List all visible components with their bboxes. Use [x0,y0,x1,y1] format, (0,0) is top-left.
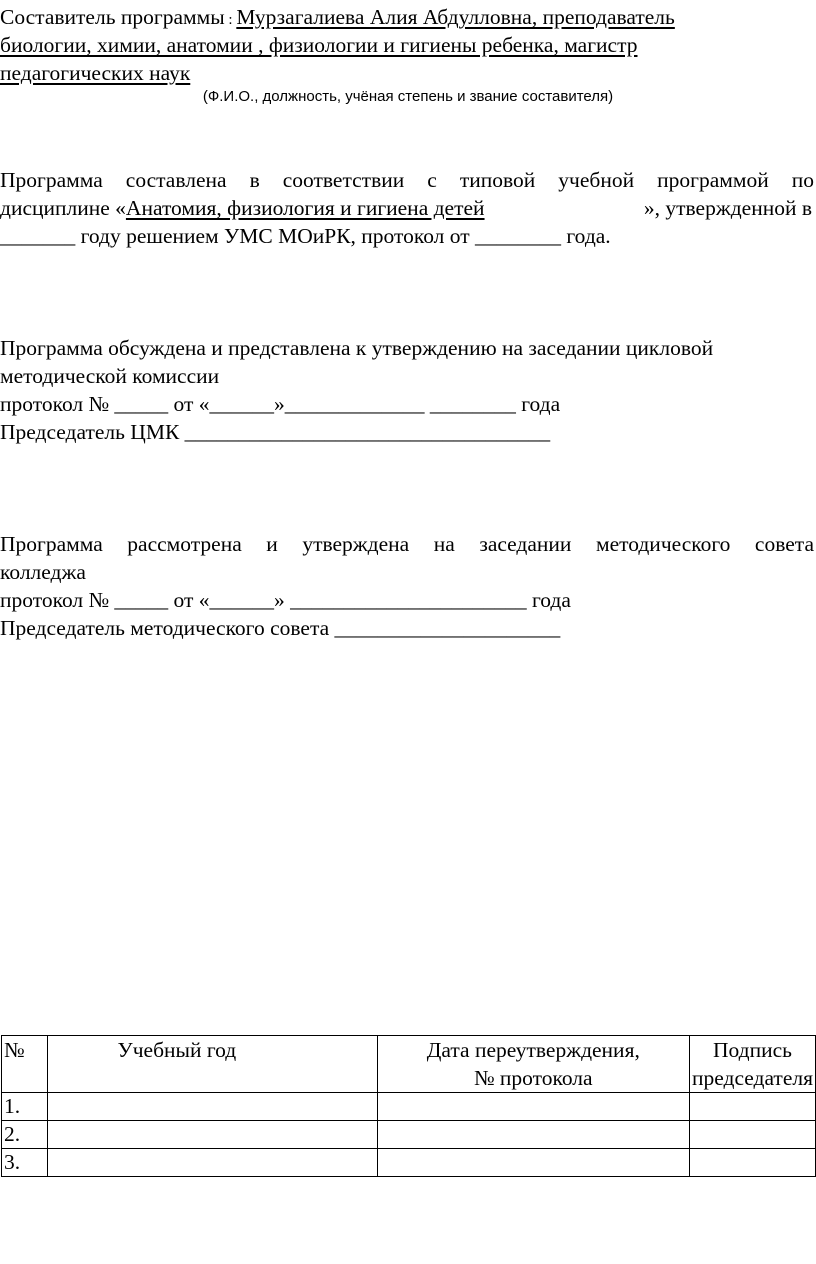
compiler-line-2: биологии, химии, анатомии , физиологии и гигиены ребенка, магистр [0,33,638,57]
council-line-1: Программа рассмотрена и утверждена на заседании методического совета [0,532,814,556]
row-signature-cell [689,1093,815,1121]
col-signature-header [689,1036,815,1093]
compliance-line-2 [0,194,814,222]
row-number: 2. [2,1121,48,1149]
cmk-line-1: Программа обсуждена и представлена к утверждению на заседании цикловой [0,336,714,360]
compiler-line-3: педагогических наук [0,61,191,85]
table-row [2,1121,816,1149]
row-year-cell [47,1149,377,1177]
row-date-cell [377,1093,689,1121]
table-row [2,1093,816,1121]
col-number-header: № [2,1036,48,1093]
council-protocol: протокол № _____ от «______» ______________________ года [0,588,571,612]
compiler-name: Мурзагалиева Алия Абдулловна, преподаватель [236,5,675,29]
compiler-line-1 [0,3,675,34]
col-year-header: Учебный год [47,1036,377,1093]
row-year-cell [47,1093,377,1121]
row-year-cell [47,1121,377,1149]
table-row [2,1149,816,1177]
col-date-header [377,1036,689,1093]
compliance-line-3: _______ году решением УМС МОиРК, протокол от ________ года. [0,224,611,248]
compiler-colon: : [224,12,237,28]
row-signature-cell [689,1121,815,1149]
cmk-line-2: методической комиссии [0,364,220,388]
row-signature-cell [689,1149,815,1177]
council-line-2: колледжа [0,560,86,584]
col-date-header-line-2: № протокола [474,1066,593,1090]
compliance-line-1: Программа составлена в соответствии с типовой учебной программой по [0,168,814,192]
col-signature-header-line-1: Подпись [713,1038,792,1062]
compiler-label: Составитель программы [0,5,225,29]
cmk-chair: Председатель ЦМК __________________________________ [0,420,551,444]
reapproval-table [1,1035,816,1177]
council-chair: Председатель методического совета _____________________ [0,616,561,640]
row-date-cell [377,1149,689,1177]
col-signature-header-line-2: председателя [691,1066,813,1090]
row-number: 3. [2,1149,48,1177]
compliance-suffix: », утвержденной в [643,196,812,220]
discipline-name: Анатомия, физиология и гигиена детей [125,196,485,220]
table-header-row [2,1036,816,1093]
cmk-protocol: протокол № _____ от «______»_____________ ________ года [0,392,561,416]
compiler-caption: (Ф.И.О., должность, учёная степень и звание составителя) [202,88,614,105]
row-date-cell [377,1121,689,1149]
row-number: 1. [2,1093,48,1121]
col-date-header-line-1: Дата переутверждения, [426,1038,640,1062]
compliance-prefix: дисциплине « [0,196,126,220]
